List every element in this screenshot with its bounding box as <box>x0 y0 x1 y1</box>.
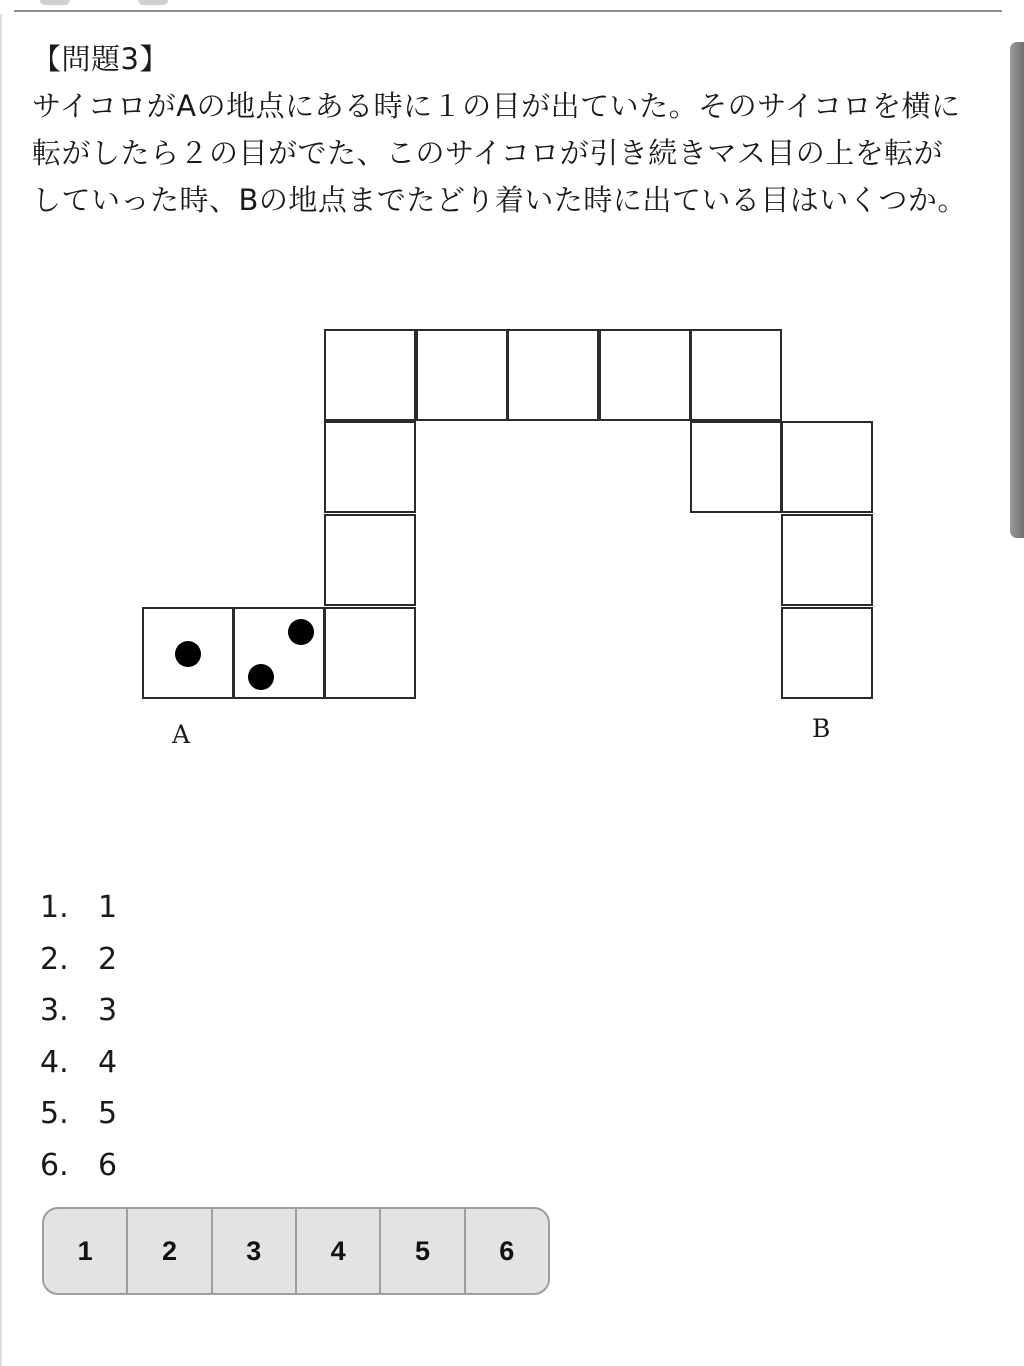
answer-button-5[interactable]: 5 <box>381 1209 465 1293</box>
answer-button-6[interactable]: 6 <box>499 1235 515 1266</box>
option-number: 5. <box>40 1096 69 1131</box>
top-tab-indicator <box>40 0 70 5</box>
option-number: 3. <box>40 993 69 1028</box>
grid-cell <box>690 329 782 421</box>
answer-button-1[interactable]: 1 <box>44 1209 128 1293</box>
dice-pip <box>248 664 274 690</box>
grid-cell <box>781 514 873 606</box>
option-item <box>40 882 117 934</box>
left-border <box>0 14 2 1366</box>
answer-button-2[interactable]: 2 <box>128 1209 212 1293</box>
answer-button-group <box>42 1207 550 1295</box>
top-divider <box>14 10 1002 12</box>
option-item <box>40 934 117 986</box>
grid-cell <box>324 514 416 606</box>
option-value: 3 <box>98 993 118 1028</box>
option-item <box>40 1140 117 1192</box>
top-tab-indicator <box>138 0 168 5</box>
answer-button-4[interactable]: 4 <box>297 1209 381 1293</box>
grid-cell <box>690 421 782 513</box>
grid-cell <box>781 607 873 699</box>
grid-cell <box>416 329 508 421</box>
dice-pip <box>288 619 314 645</box>
grid-cell <box>324 329 416 421</box>
question-block <box>32 36 972 224</box>
point-b-label: B <box>812 714 831 743</box>
second-cell-face-two <box>233 607 325 699</box>
grid-cell <box>324 421 416 513</box>
option-number: 4. <box>40 1044 69 1080</box>
grid-cell <box>781 421 873 513</box>
question-text: サイコロがAの地点にある時に１の目が出ていた。そのサイコロを横に転がしたら２の目がでた、このサイコロが引き続きマス目の上を転がしていった時、Bの地点までたどり着いた時に出ている目はいくつか。 <box>32 89 967 217</box>
option-value: 4 <box>98 1044 118 1080</box>
option-item <box>40 1088 117 1140</box>
dice-pip <box>175 641 201 667</box>
grid-cell <box>507 329 599 421</box>
answer-options-list <box>40 882 117 1191</box>
option-item <box>40 985 117 1037</box>
scrollbar-thumb[interactable] <box>1010 42 1024 538</box>
question-title: 【問題3】 <box>32 42 169 76</box>
point-a-label: A <box>172 720 191 749</box>
option-number: 1. <box>40 890 69 925</box>
option-item <box>40 1037 117 1089</box>
option-number: 2. <box>40 941 69 977</box>
grid-cell <box>324 607 416 699</box>
grid-cell <box>599 329 691 421</box>
option-number: 6. <box>40 1147 69 1183</box>
option-value: 5 <box>98 1096 118 1131</box>
option-value: 1 <box>98 890 118 925</box>
option-value: 2 <box>98 941 118 977</box>
answer-button-3[interactable]: 3 <box>213 1209 297 1293</box>
start-cell-face-one <box>142 607 234 699</box>
option-value: 6 <box>98 1147 118 1183</box>
